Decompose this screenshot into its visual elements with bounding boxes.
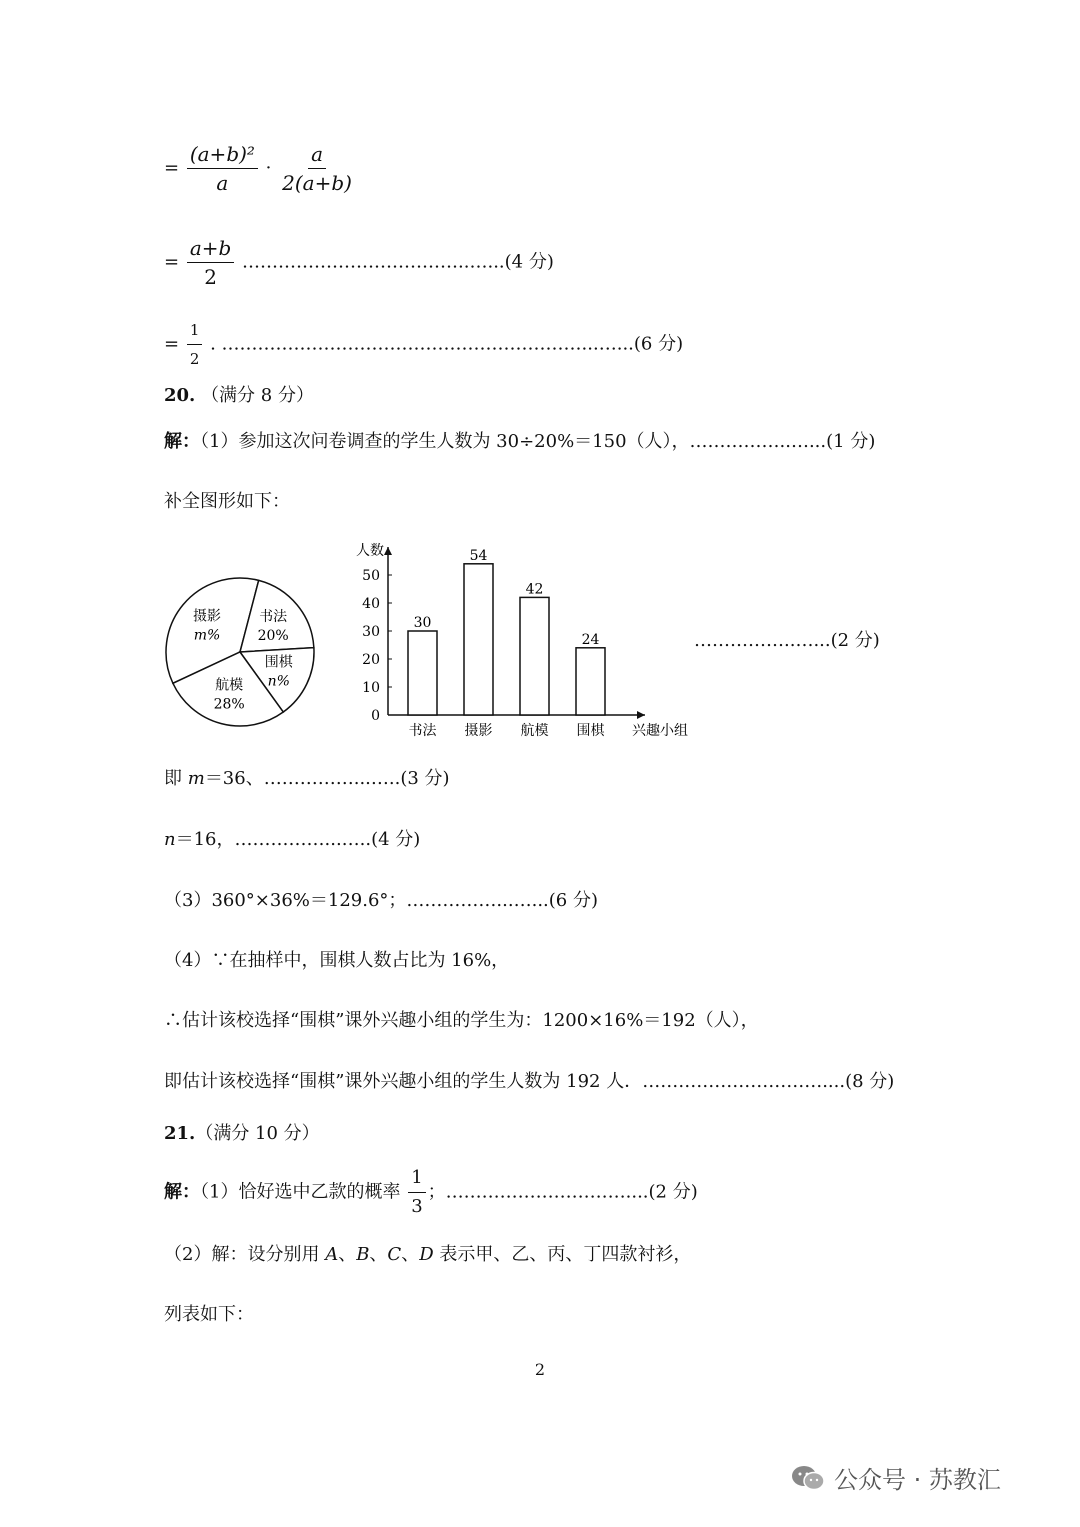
x-tick-label: 围棋: [576, 723, 605, 739]
equals-sign: =: [164, 157, 180, 179]
fraction-numerator: a+b: [187, 236, 234, 263]
expr-line-1: [164, 142, 357, 195]
bar-value-label: 24: [581, 631, 600, 648]
fraction-denominator: 2(a+b): [282, 171, 352, 195]
fraction: [408, 1166, 425, 1219]
x-tick-label: 书法: [408, 723, 437, 739]
question-score-note: （满分 10 分）: [195, 1123, 320, 1144]
x-axis-arrow: [637, 711, 645, 719]
bar: [408, 631, 437, 715]
fraction-numerator: (a+b)²: [187, 142, 258, 169]
variable-b: B: [356, 1244, 370, 1265]
variable-c: C: [387, 1244, 402, 1265]
watermark-text: 公众号 · 苏教汇: [834, 1466, 1001, 1494]
watermark: [790, 1460, 1001, 1495]
bar: [464, 564, 493, 715]
bar-value-label: 42: [525, 581, 544, 598]
answer-text: （2）解：设分别用: [164, 1244, 326, 1265]
page-number: 2: [534, 1360, 546, 1379]
charts: [160, 535, 720, 750]
y-tick-label: 50: [362, 568, 380, 584]
fraction: [187, 236, 234, 289]
pie-slice-label: 围棋: [264, 654, 293, 671]
bar-chart: [340, 535, 720, 750]
question-21-part-1: [164, 1166, 698, 1219]
question-20-part-4c: 即估计该校选择“围棋”课外兴趣小组的学生人数为 192 人．…………………………....(8 分): [164, 1071, 895, 1092]
pie-slice-label: 摄影: [193, 608, 222, 625]
fraction-numerator: a: [308, 142, 326, 169]
answer-m: [164, 767, 450, 791]
dot-operator: ·: [265, 157, 272, 179]
separator: 、: [369, 1244, 388, 1265]
pie-slice-value: 20%: [257, 627, 289, 644]
bar: [520, 597, 549, 715]
chart-score: ……………..…...(2 分): [694, 630, 880, 651]
y-tick-label: 20: [362, 652, 380, 668]
separator: 、: [338, 1244, 357, 1265]
pie-chart: [160, 535, 330, 750]
variable-m: m: [187, 768, 205, 789]
x-axis-label: 兴趣小组: [632, 723, 688, 739]
equals-sign: =: [164, 251, 180, 273]
question-20-part-4b: ∴估计该校选择“围棋”课外兴趣小组的学生为：1200×16%＝192（人），: [164, 1010, 759, 1031]
answer-text: （1）参加这次问卷调查的学生人数为 30÷20%＝150（人），……………..…...(1 分): [200, 431, 876, 452]
y-axis-label: 人数: [356, 543, 384, 559]
answer-text: 表示甲、乙、丙、丁四款衬衫，: [433, 1244, 692, 1265]
fraction: [279, 142, 355, 195]
expr-line-3: [164, 318, 683, 371]
y-tick-label: 10: [362, 680, 380, 696]
question-21-header: [164, 1122, 320, 1146]
pie-slice-value: m%: [193, 627, 221, 644]
pie-slice-label: 航模: [215, 677, 244, 694]
question-number: 21.: [164, 1123, 196, 1144]
variable-a: A: [325, 1244, 339, 1265]
equals-sign: =: [164, 333, 180, 355]
answer-text: （1）恰好选中乙款的概率: [200, 1181, 401, 1203]
y-tick-label: 40: [362, 596, 380, 612]
variable-n: n: [164, 829, 176, 850]
solution-label: 解：: [164, 1181, 200, 1203]
pie-slice-value: 28%: [213, 696, 245, 713]
question-21-part-2: [164, 1243, 691, 1267]
score-dots: ；…………………………....(2 分): [427, 1181, 698, 1203]
answer-n: [164, 828, 420, 852]
variable-d: D: [419, 1244, 434, 1265]
fraction-denominator: 3: [411, 1196, 423, 1217]
pie-slice-label: 书法: [259, 608, 288, 625]
fraction-denominator: 2: [204, 265, 217, 289]
question-20-part-1: [164, 430, 875, 454]
score-dots: . ……………………………………………………...…...(6 分): [210, 333, 684, 355]
question-number: 20.: [164, 385, 196, 406]
fraction: [187, 318, 203, 371]
score-dots: ………………………………..…...(4 分): [242, 251, 554, 273]
solution-label: 解：: [164, 431, 200, 452]
question-20-part-3: （3）360°×36%＝129.6°；……………...…...(6 分): [164, 890, 598, 911]
answer-text: ＝36、……………...…..(3 分): [204, 768, 450, 789]
pie-slice-value: n%: [267, 673, 290, 690]
answer-text: ＝16，……………...…..(4 分): [175, 829, 421, 850]
y-tick-label: 0: [371, 708, 380, 724]
fraction: [187, 142, 258, 195]
table-intro: 列表如下：: [164, 1304, 254, 1325]
fill-figure-text: 补全图形如下：: [164, 491, 290, 512]
fraction-denominator: 2: [189, 350, 200, 368]
separator: 、: [401, 1244, 420, 1265]
question-20-header: [164, 384, 314, 408]
bar-value-label: 30: [413, 615, 432, 631]
wechat-icon: [790, 1464, 826, 1492]
bar-value-label: 54: [469, 547, 488, 564]
question-score-note: （满分 8 分）: [201, 385, 314, 406]
expr-line-2: [164, 236, 554, 289]
question-20-part-4: （4）∵在抽样中，围棋人数占比为 16%，: [164, 950, 510, 971]
bar: [576, 648, 605, 715]
fraction-denominator: a: [216, 171, 229, 195]
fraction-numerator: 1: [408, 1166, 425, 1193]
answer-prefix: 即: [164, 768, 188, 789]
y-tick-label: 30: [362, 624, 380, 640]
y-axis-arrow: [384, 547, 392, 555]
x-tick-label: 航模: [520, 723, 549, 739]
fraction-numerator: 1: [187, 318, 203, 345]
x-tick-label: 摄影: [464, 723, 493, 739]
